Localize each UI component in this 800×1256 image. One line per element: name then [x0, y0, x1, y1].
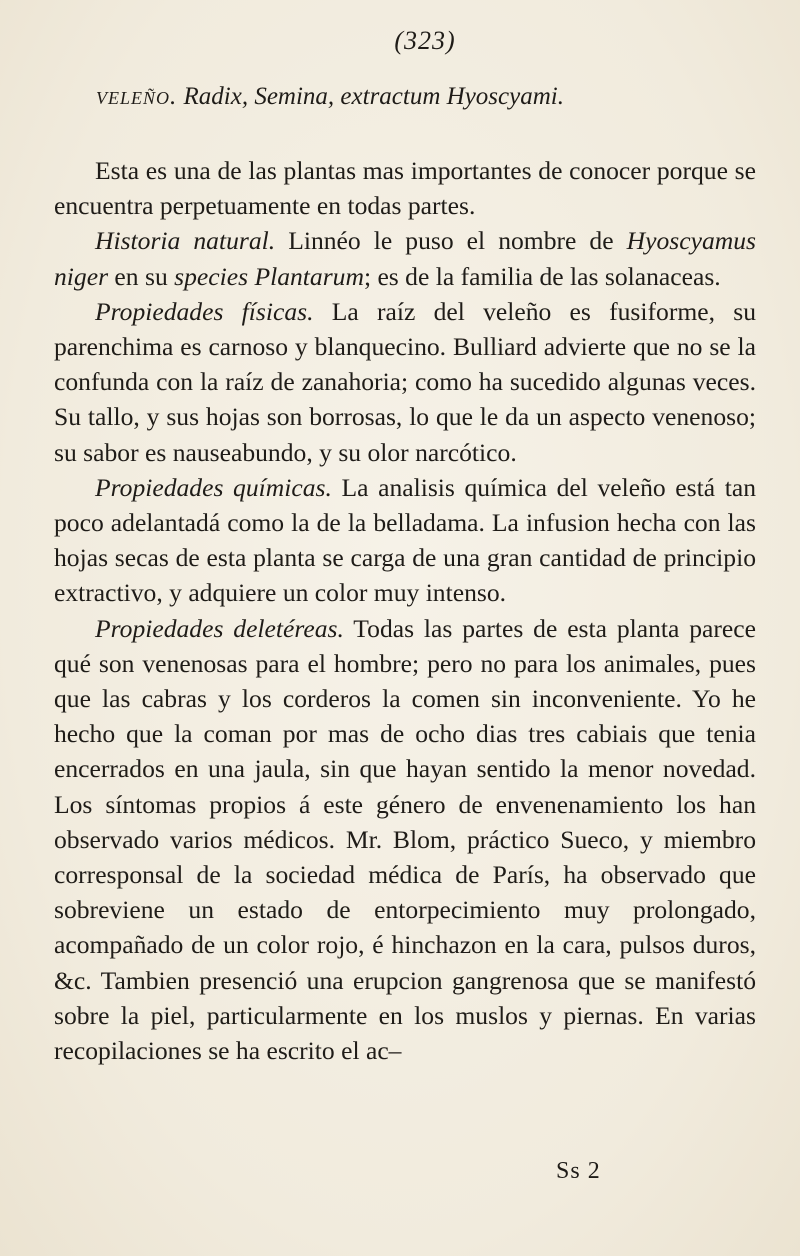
text-run: Esta es una de las plantas mas importantes de conocer porque se encuentra perpetuamente en todas partes. [54, 156, 756, 221]
entry-heading-latin: Radix, Semina, extractum Hyoscyami. [183, 83, 564, 110]
body-text [54, 153, 756, 1068]
signature-mark: Ss 2 [556, 1158, 601, 1184]
paragraph [54, 294, 756, 470]
paragraph [54, 470, 756, 611]
text-run: en su [108, 261, 175, 291]
paragraph [54, 223, 756, 293]
text-run: Linnéo le puso el nombre de [275, 226, 627, 256]
entry-heading [96, 83, 564, 111]
text-run: ; es de la familia de las solanaceas. [363, 261, 721, 291]
entry-heading-term: veleño. [96, 83, 178, 110]
italic-run: Propiedades físicas. [95, 296, 314, 326]
text-run: La analisis química del veleño está tan poco adelantadá como la de la belladama. La infusion hecha con las hojas secas de esta planta se carga de una gran cantidad de principio extractivo, y adquiere un color muy intenso. [54, 472, 756, 608]
italic-run: Propiedades deletéreas. [95, 613, 344, 643]
paragraph [54, 153, 756, 223]
text-run: La raíz del veleño es fusiforme, su parenchima es carnoso y blanquecino. Bulliard advierte que no se la confunda con la raíz de zanahoria; como ha sucedido algunas veces. Su tallo, y sus hojas son borrosas, lo que le da un aspecto venenoso; su sabor es nauseabundo, y su olor narcótico. [54, 296, 757, 467]
italic-run: Hyoscyamus niger [54, 226, 756, 291]
paragraph [54, 611, 756, 1069]
page-number: (323) [394, 26, 456, 55]
italic-run: Propiedades químicas. [95, 472, 332, 502]
text-run: Todas las partes de esta planta parece qué son venenosas para el hombre; pero no para los animales, pues que las cabras y los corderos la comen sin inconveniente. Yo he hecho que la coman por mas de ocho dias tres cabiais que tenia encerrados en una jaula, sin que hayan sentido la menor novedad. Los síntomas propios á este género de envenenamiento los han observado varios médicos. Mr. Blom, práctico Sueco, y miembro corresponsal de la sociedad médica de París, ha observado que sobreviene un estado de entorpecimiento muy prolongado, acompañado de un color rojo, é hinchazon en la cara, pulsos duros, &c. Tambien presenció una erupcion gangrenosa que se manifestó sobre la piel, particularmente en los muslos y piernas. En varias recopilaciones se ha escrito el ac– [54, 613, 756, 1066]
italic-run: species Plantarum [174, 261, 364, 291]
italic-run: Historia natural. [95, 226, 276, 256]
